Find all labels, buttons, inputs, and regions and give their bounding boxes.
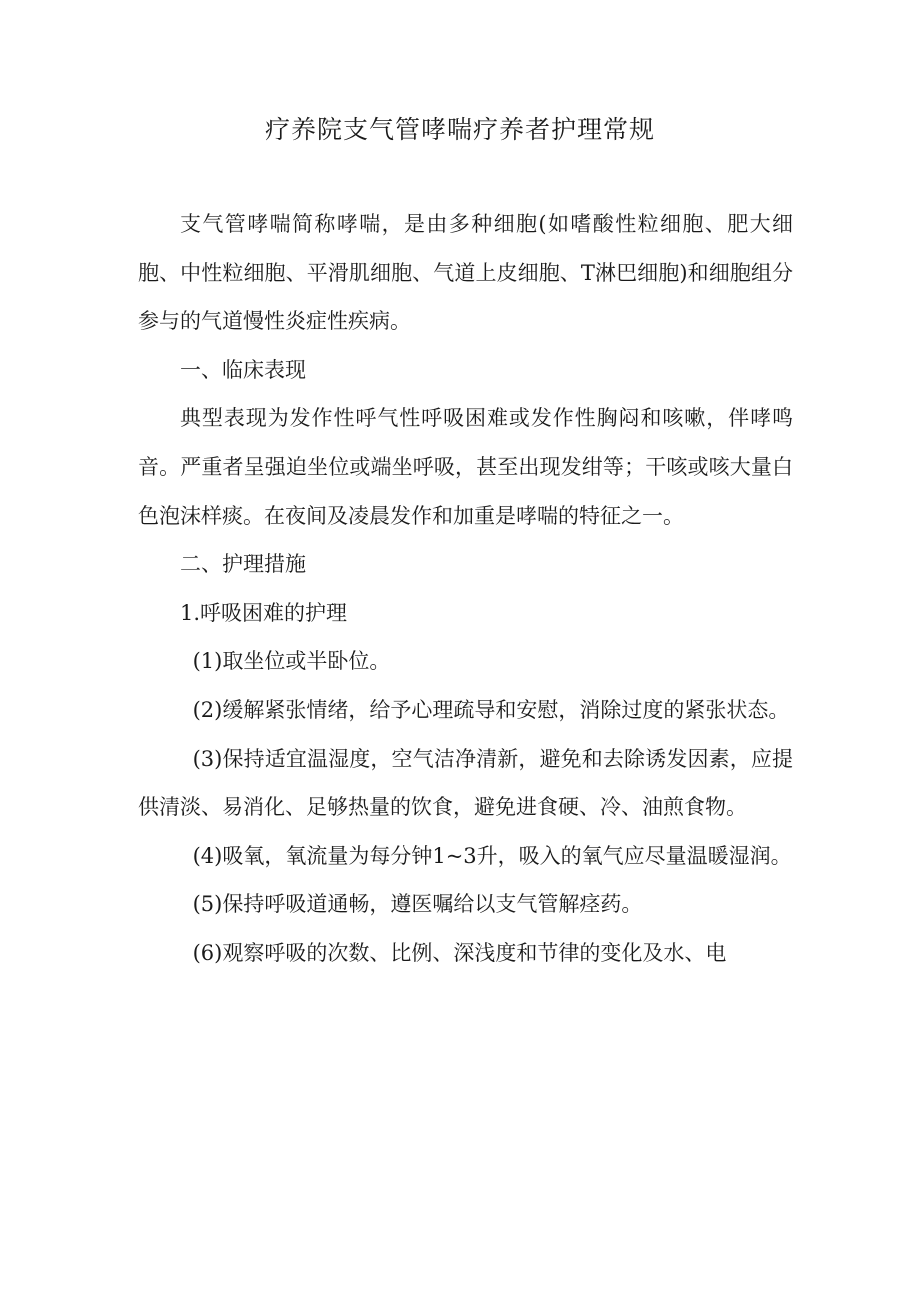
document-body (138, 200, 793, 978)
list-item: (6)观察呼吸的次数、比例、深浅度和节律的变化及水、电 (192, 940, 727, 965)
list-item: (2)缓解紧张情绪，给予心理疏导和安慰，消除过度的紧张状态。 (192, 697, 790, 722)
list-item: (3)保持适宜温湿度，空气洁净清新，避免和去除诱发因素，应提供清淡、易消化、足够热量的饮食，避免进食硬、冷、油煎食物。 (138, 746, 793, 820)
list-item: (4)吸氧，氧流量为每分钟1~3升，吸入的氧气应尽量温暖湿润。 (192, 843, 792, 868)
clinical-paragraph: 典型表现为发作性呼气性呼吸困难或发作性胸闷和咳嗽，伴哮鸣音。严重者呈强迫坐位或端坐呼吸，甚至出现发绀等；干咳或咳大量白色泡沫样痰。在夜间及凌晨发作和加重是哮喘的特征之一。 (138, 406, 793, 528)
document-title: 疗养院支气管哮喘疗养者护理常规 (264, 115, 655, 144)
subsection-heading-dyspnea: 1.呼吸困难的护理 (180, 600, 348, 625)
list-item: (5)保持呼吸道通畅，遵医嘱给以支气管解痉药。 (192, 892, 643, 917)
list-item: (1)取坐位或半卧位。 (192, 649, 391, 674)
section-heading-nursing: 二、护理措施 (180, 552, 306, 577)
section-heading-clinical: 一、临床表现 (180, 357, 306, 382)
intro-paragraph: 支气管哮喘简称哮喘，是由多种细胞(如嗜酸性粒细胞、肥大细胞、中性粒细胞、平滑肌细胞、气道上皮细胞、T淋巴细胞)和细胞组分参与的气道慢性炎症性疾病。 (138, 212, 793, 334)
